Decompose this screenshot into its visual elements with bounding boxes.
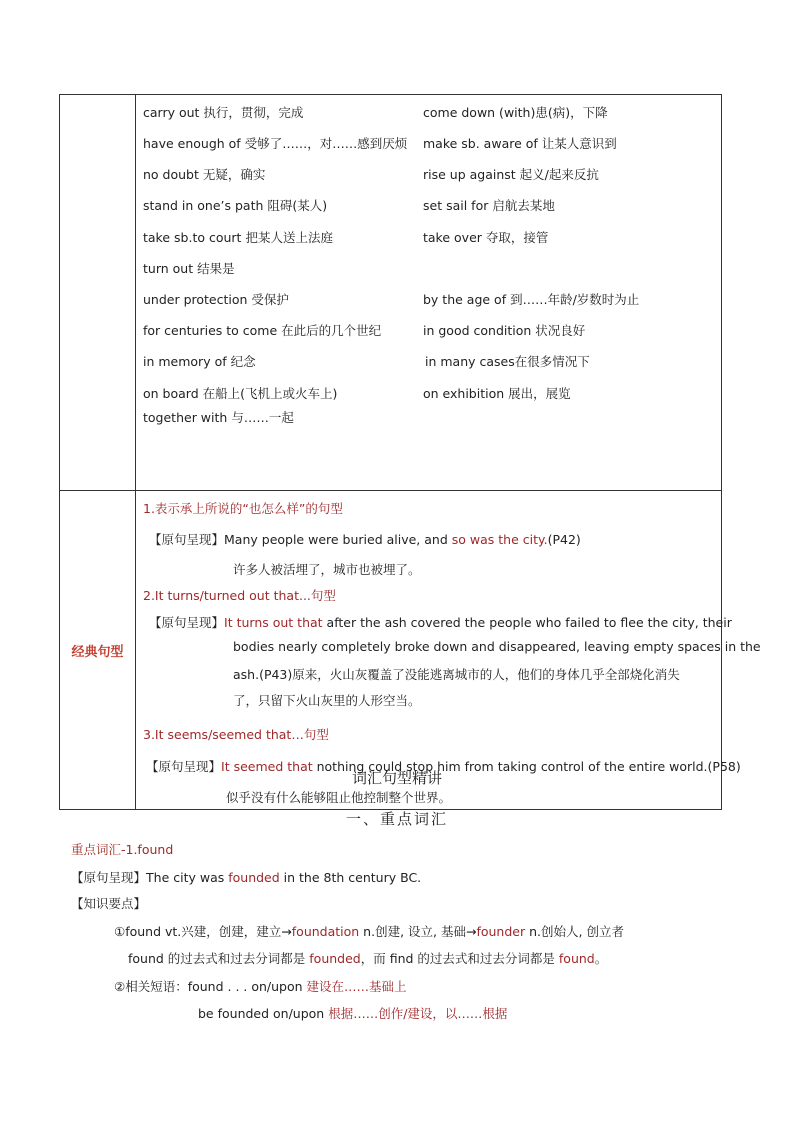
phrases-label-cell xyxy=(60,95,136,491)
pattern-3-example: 【原句呈现】It seemed that nothing could stop him from taking control of the entire world.(P58) xyxy=(146,759,741,774)
phrase-item: by the age of 到……年龄/岁数时为止 xyxy=(423,292,640,307)
phrase-item: in memory of 纪念 xyxy=(143,354,256,369)
section-heading: 词汇句型精讲 xyxy=(351,769,442,787)
phrase-item: in good condition 状况良好 xyxy=(423,323,586,338)
pattern-2-line: 了，只留下火山灰里的人形空当。 xyxy=(233,693,421,708)
phrase-item: have enough of 受够了……，对……感到厌烦 xyxy=(143,136,408,151)
sentences-label: 经典句型 xyxy=(71,644,124,660)
pattern-1-translation: 许多人被活埋了，城市也被埋了。 xyxy=(233,562,421,577)
pattern-2-line: ash.(P43)原来，火山灰覆盖了没能逃离城市的人，他们的身体几乎全部烧化消失 xyxy=(233,667,680,682)
sentences-label-cell xyxy=(60,491,136,810)
vocab-title: 重点词汇-1.found xyxy=(71,842,174,857)
phrase-item: take sb.to court 把某人送上法庭 xyxy=(143,230,333,245)
point-1: ①found vt.兴建，创建，建立→foundation n.创建, 设立, 基础→founder n.创始人, 创立者 xyxy=(114,924,624,939)
summary-table xyxy=(59,94,761,810)
phrase-item: carry out 执行，贯彻，完成 xyxy=(143,105,304,120)
phrase-item: on board 在船上(飞机上或火车上) xyxy=(143,386,338,401)
pattern-2-title: 2.It turns/turned out that...句型 xyxy=(143,588,336,603)
knowledge-points-tag: 【知识要点】 xyxy=(71,896,147,911)
phrase-item: make sb. aware of 让某人意识到 xyxy=(423,136,617,151)
phrases-cell xyxy=(136,95,722,491)
phrase-item: together with 与……一起 xyxy=(143,410,294,425)
pattern-2-example: 【原句呈现】It turns out that after the ash covered the people who failed to flee the city, their xyxy=(149,615,732,630)
point-2-phrase: be founded on/upon 根据……创作/建设，以……根据 xyxy=(198,1006,508,1021)
phrase-item: set sail for 启航去某地 xyxy=(423,198,555,213)
phrase-item: no doubt 无疑，确实 xyxy=(143,167,266,182)
phrase-item: turn out 结果是 xyxy=(143,261,235,276)
phrase-item: in many cases在很多情况下 xyxy=(425,354,590,369)
point-1-note: found 的过去式和过去分词都是 founded，而 find 的过去式和过去分词都是 found。 xyxy=(128,951,608,966)
pattern-1-example: 【原句呈现】Many people were buried alive, and so was the city.(P42) xyxy=(149,532,581,547)
phrase-item: come down (with)患(病)，下降 xyxy=(423,105,608,120)
sentence-patterns xyxy=(136,491,761,809)
pattern-1-title: 1.表示承上所说的“也怎么样”的句型 xyxy=(143,501,343,516)
phrase-item: rise up against 起义/起来反抗 xyxy=(423,167,599,182)
phrase-item: stand in one’s path 阻碍(某人) xyxy=(143,198,328,213)
phrase-item: on exhibition 展出，展览 xyxy=(423,386,571,401)
point-2: ②相关短语：found . . . on/upon 建设在……基础上 xyxy=(114,979,407,994)
sentences-cell xyxy=(136,491,761,810)
original-sentence: 【原句呈现】The city was founded in the 8th century BC. xyxy=(71,870,422,885)
section-subheading: 一、重点词汇 xyxy=(345,810,448,828)
phrase-item: for centuries to come 在此后的几个世纪 xyxy=(143,323,382,338)
phrase-item: take over 夺取，接管 xyxy=(423,230,549,245)
phrase-list xyxy=(136,95,721,490)
pattern-2-line: bodies nearly completely broke down and disappeared, leaving empty spaces in the xyxy=(233,639,761,654)
pattern-3-title: 3.It seems/seemed that…句型 xyxy=(143,727,329,742)
phrase-item: under protection 受保护 xyxy=(143,292,289,307)
pattern-3-translation: 似乎没有什么能够阻止他控制整个世界。 xyxy=(226,790,452,805)
